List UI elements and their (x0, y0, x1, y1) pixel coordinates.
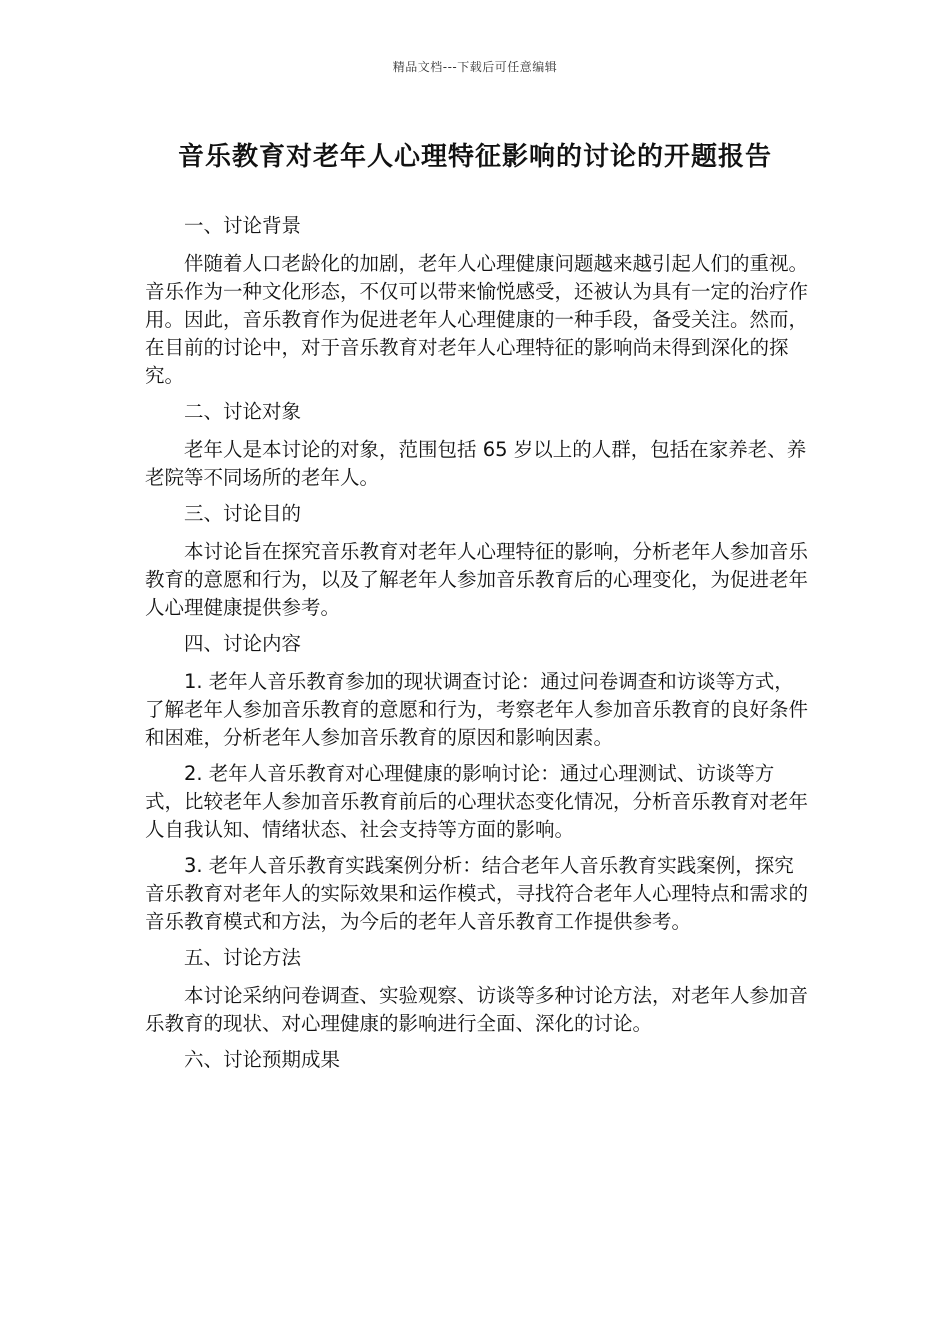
paragraph-method: 本讨论采纳问卷调查、实验观察、访谈等多种讨论方法，对老年人参加音乐教育的现状、对心理健康的影响进行全面、深化的讨论。 (145, 984, 809, 1035)
section-heading-expected-results: 六、讨论预期成果 (184, 1048, 341, 1071)
paragraph-subject: 老年人是本讨论的对象，范围包括 65 岁以上的人群，包括在家养老、养老院等不同场所的老年人。 (145, 438, 807, 489)
paragraph-purpose: 本讨论旨在探究音乐教育对老年人心理特征的影响，分析老年人参加音乐教育的意愿和行为，以及了解老年人参加音乐教育后的心理变化，为促进老年人心理健康提供参考。 (145, 540, 809, 619)
header-note: 精品文档---下载后可任意编辑 (392, 60, 558, 74)
section-heading-method: 五、讨论方法 (184, 946, 302, 969)
paragraph-content-item-3: 3. 老年人音乐教育实践案例分析：结合老年人音乐教育实践案例，探究音乐教育对老年人的实际效果和运作模式，寻找符合老年人心理特点和需求的音乐教育模式和方法，为今后的老年人音乐教育工作提供参考。 (145, 854, 809, 933)
document-body (145, 212, 810, 1084)
paragraph-content-item-2: 2. 老年人音乐教育对心理健康的影响讨论：通过心理测试、访谈等方式，比较老年人参加音乐教育前后的心理状态变化情况，分析音乐教育对老年人自我认知、情绪状态、社会支持等方面的影响。 (145, 762, 809, 841)
document-title: 音乐教育对老年人心理特征影响的讨论的开题报告 (177, 142, 772, 172)
section-heading-content: 四、讨论内容 (184, 632, 302, 655)
section-heading-background: 一、讨论背景 (184, 214, 302, 237)
section-heading-subject: 二、讨论对象 (184, 400, 302, 423)
section-heading-purpose: 三、讨论目的 (184, 502, 302, 525)
paragraph-background: 伴随着人口老龄化的加剧，老年人心理健康问题越来越引起人们的重视。音乐作为一种文化形态，不仅可以带来愉悦感受，还被认为具有一定的治疗作用。因此，音乐教育作为促进老年人心理健康的一种手段，备受关注。然而，在目前的讨论中，对于音乐教育对老年人心理特征的影响尚未得到深化的探究。 (145, 252, 809, 387)
paragraph-content-item-1: 1. 老年人音乐教育参加的现状调查讨论：通过问卷调查和访谈等方式，了解老年人参加音乐教育的意愿和行为，考察老年人参加音乐教育的良好条件和困难，分析老年人参加音乐教育的原因和影响因素。 (145, 670, 809, 749)
